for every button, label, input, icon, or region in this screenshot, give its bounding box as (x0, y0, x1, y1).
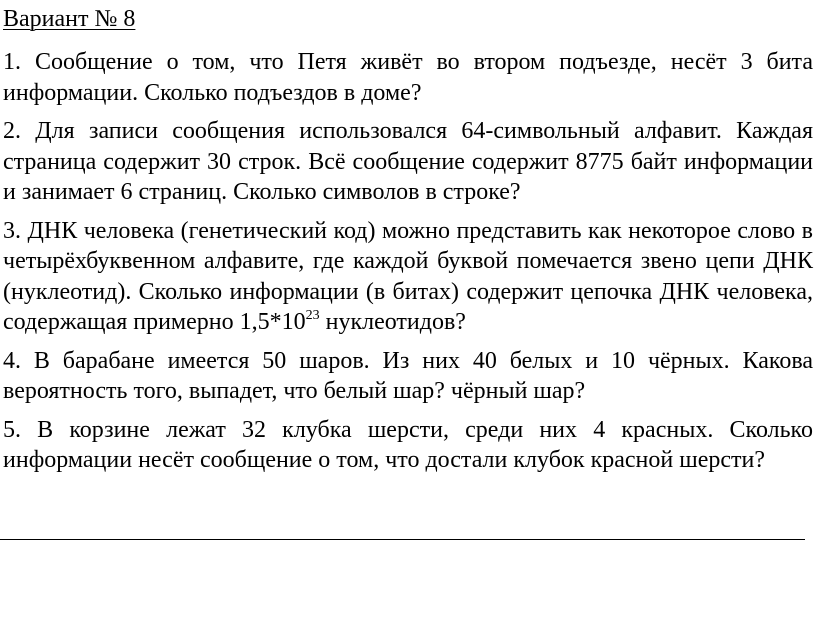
variant-title: Вариант № 8 (3, 6, 136, 32)
task-5: 5. В корзине лежат 32 клубка шерсти, среди них 4 красных. Сколько информации несёт сообщение о том, что достали клубок красной шерсти? (3, 416, 813, 473)
task-3 (3, 216, 813, 338)
bottom-divider (0, 539, 805, 540)
task-3-text-before: 3. ДНК человека (генетический код) можно представить как некоторое слово в четырёхбуквенном алфавите, где каждой буквой помечается звено цепи ДНК (нуклеотид). Сколько информации (в битах) содержит цепочка ДНК человека, содержащая примерно 1,5*10 (3, 217, 813, 335)
task-2: 2. Для записи сообщения использовался 64-символьный алфавит. Каждая страница содержит 30 строк. Всё сообщение содержит 8775 байт информации и занимает 6 страниц. Сколько символов в строке? (3, 118, 813, 205)
task-1: 1. Сообщение о том, что Петя живёт во втором подъезде, несёт 3 бита информации. Сколько подъездов в доме? (3, 49, 813, 106)
task-3-text-after: нуклеотидов? (319, 309, 466, 335)
task-4: 4. В барабане имеется 50 шаров. Из них 40 белых и 10 чёрных. Какова вероятность того, выпадет, что белый шар? чёрный шар? (3, 347, 813, 404)
worksheet (3, 0, 813, 476)
task-3-exponent: 23 (305, 308, 320, 323)
